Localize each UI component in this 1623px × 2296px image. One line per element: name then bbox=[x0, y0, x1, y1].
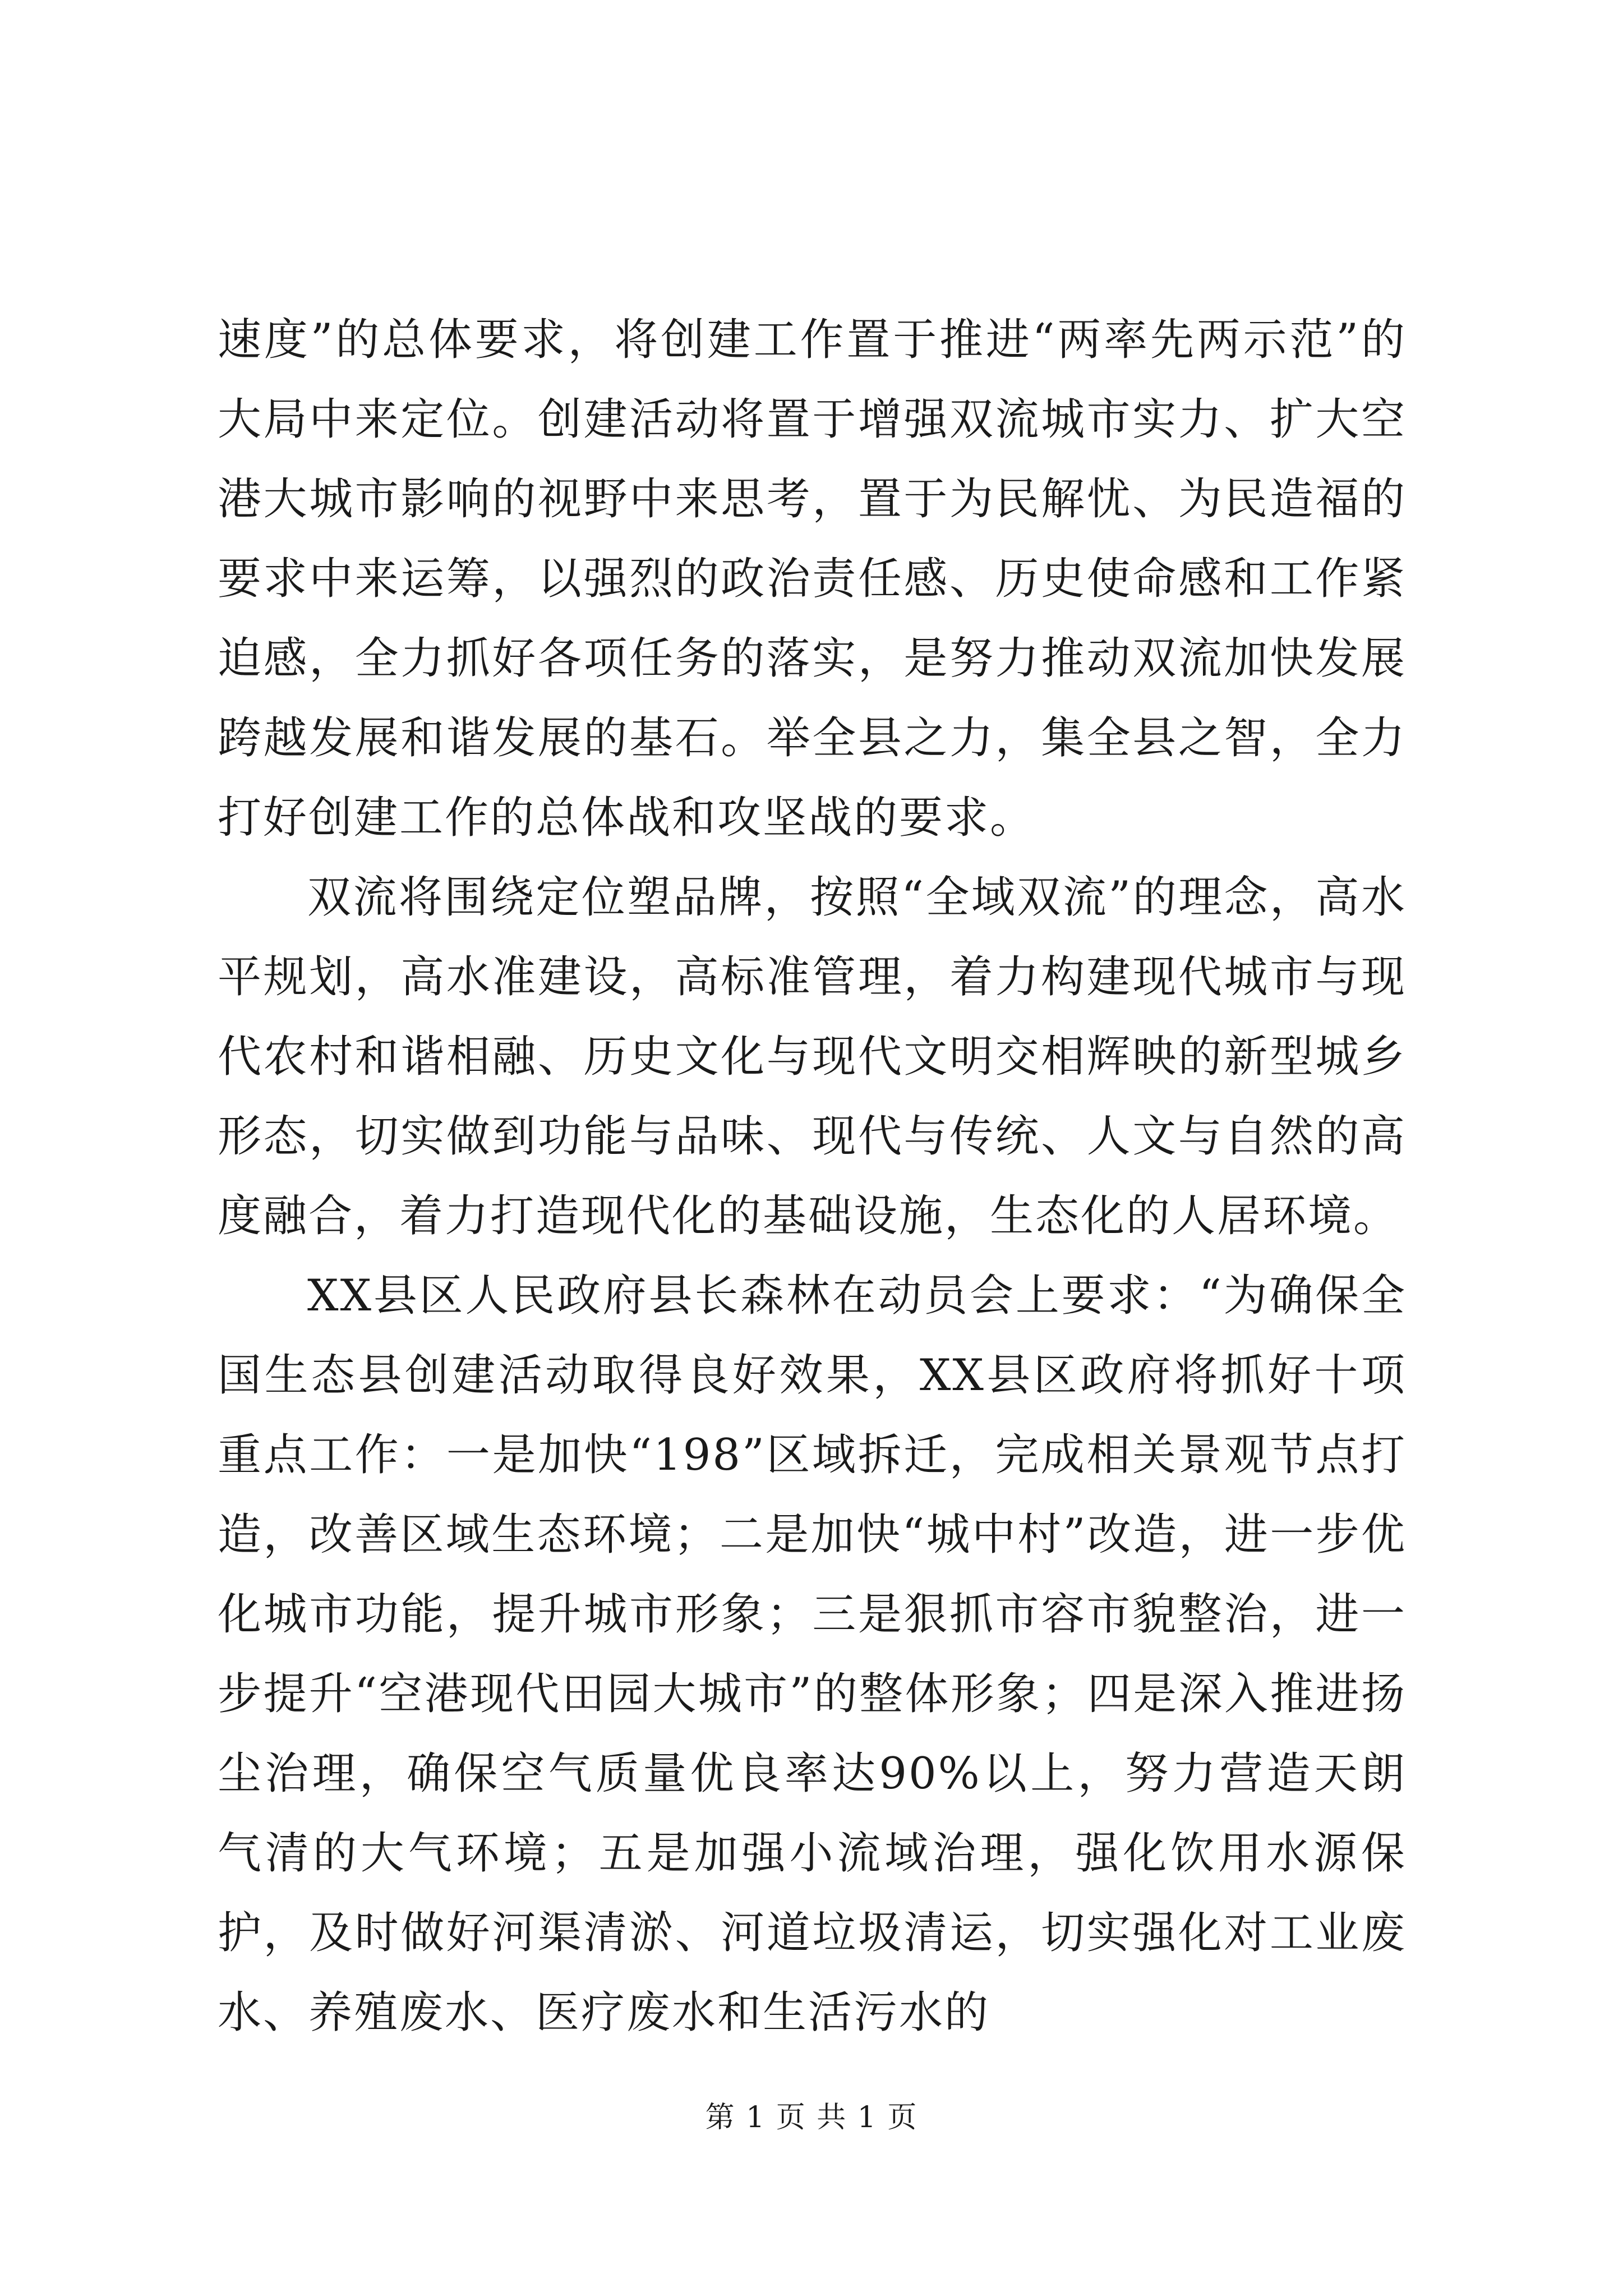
paragraph-2: 双流将围绕定位塑品牌，按照“全域双流”的理念，高水平规划，高水准建设，高标准管理，着力构建现代城市与现代农村和谐相融、历史文化与现代文明交相辉映的新型城乡形态，切实做到功能与品味、现代与传统、人文与自然的高度融合，着力打造现代化的基础设施，生态化的人居环境。 bbox=[218, 872, 1407, 1241]
paragraph-3: XX县区人民政府县长森林在动员会上要求：“为确保全国生态县创建活动取得良好效果，XX县区政府将抓好十项重点工作：一是加快“198”区域拆迁，完成相关景观节点打造，改善区域生态环境；二是加快“城中村”改造，进一步优化城市功能，提升城市形象；三是狠抓市容市貌整治，进一步提升“空港现代田园大城市”的整体形象；四是深入推进扬尘治理，确保空气质量优良率达90%以上，努力营造天朗气清的大气环境；五是加强小流域治理，强化饮用水源保护，及时做好河渠清淤、河道垃圾清运，切实强化对工业废水、养殖废水、医疗废水和生活污水的 bbox=[218, 1271, 1407, 2038]
page-number-footer: 第 1 页 共 1 页 bbox=[705, 2101, 918, 2134]
body-text bbox=[218, 300, 1407, 2053]
paragraph-1: 速度”的总体要求，将创建工作置于推进“两率先两示范”的大局中来定位。创建活动将置于增强双流城市实力、扩大空港大城市影响的视野中来思考，置于为民解忧、为民造福的要求中来运筹，以强烈的政治责任感、历史使命感和工作紧迫感，全力抓好各项任务的落实，是努力推动双流加快发展跨越发展和谐发展的基石。举全县之力，集全县之智，全力打好创建工作的总体战和攻坚战的要求。 bbox=[218, 315, 1407, 843]
